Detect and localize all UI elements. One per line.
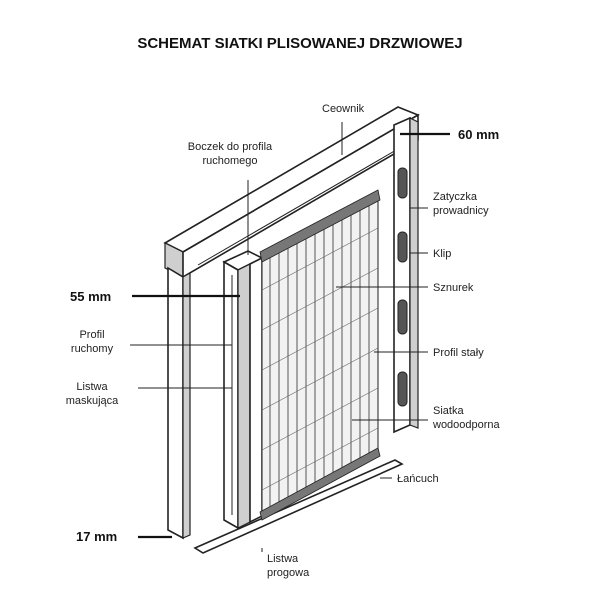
label-boczek-line2: ruchomego (202, 155, 258, 167)
pleated-mesh (260, 190, 380, 520)
dimension-top: 60 mm (458, 127, 500, 142)
label-klip: Klip (433, 248, 452, 260)
label-listwa-progowa-line1: Listwa (267, 553, 299, 565)
dimension-bottom: 17 mm (76, 529, 118, 544)
label-profil-staly: Profil stały (433, 347, 484, 359)
label-profil-ruchomy-line1: Profil (79, 329, 105, 341)
label-zatyczka-line2: prowadnicy (433, 205, 489, 217)
label-sznurek: Sznurek (433, 282, 474, 294)
label-zatyczka-line1: Zatyczka (433, 191, 478, 203)
label-profil-ruchomy-line2: ruchomy (70, 343, 114, 355)
label-listwa-progowa-line2: progowa (267, 567, 310, 579)
label-listwa-maskujaca-line1: Listwa (76, 381, 108, 393)
label-siatka-line1: Siatka (433, 405, 464, 417)
label-siatka-line2: wodoodporna (433, 419, 500, 431)
label-listwa-maskujaca-line2: maskująca (65, 395, 119, 407)
right-post-fixed-profile (394, 118, 418, 432)
moving-profile (224, 251, 262, 528)
left-post (168, 268, 190, 538)
diagram-title: SCHEMAT SIATKI PLISOWANEJ DRZWIOWEJ (137, 35, 463, 52)
label-boczek-line1: Boczek do profila (187, 141, 273, 153)
label-ceownik: Ceownik (322, 103, 365, 115)
dimension-middle: 55 mm (70, 289, 112, 304)
label-lancuch: Łańcuch (397, 473, 439, 485)
